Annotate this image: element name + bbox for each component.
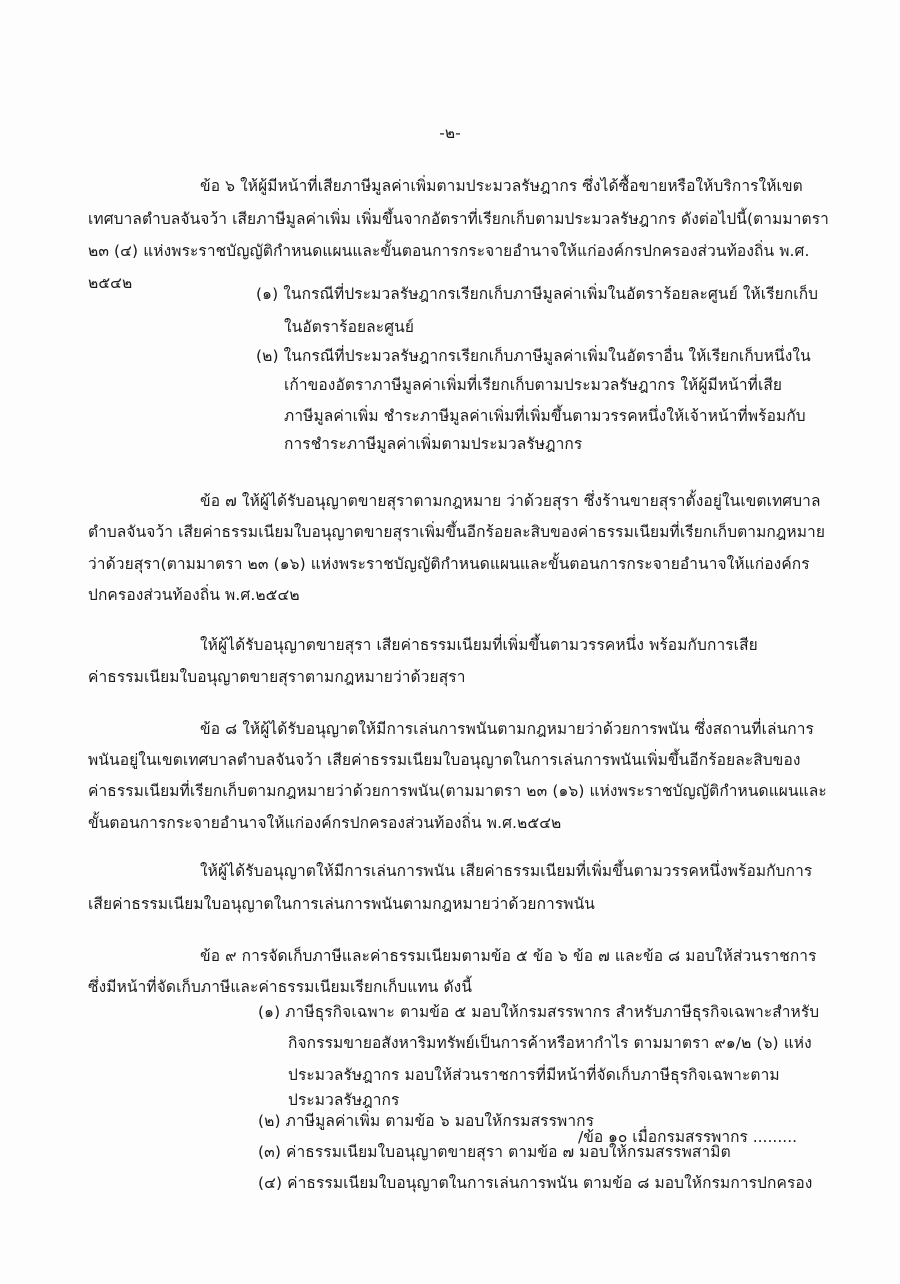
clause-9-line-1: ข้อ ๙ การจัดเก็บภาษีและค่าธรรมเนียมตามข้อ ๕ ข้อ ๖ ข้อ ๗ และข้อ ๘ มอบให้ส่วนราชการ — [200, 947, 817, 965]
clause-9-item-3: (๓) ค่าธรรมเนียมใบอนุญาตขายสุรา ตามข้อ ๗ มอบให้กรมสรรพสามิต — [258, 1143, 731, 1161]
clause-6-line-3: ๒๓ (๔) แห่งพระราชบัญญัติกำหนดแผนและขั้นตอนการกระจายอำนาจให้แก่องค์กรปกครองส่วนท้องถิ่น พ.ศ. — [88, 242, 810, 260]
clause-6-item-1: (๑) ในกรณีที่ประมวลรัษฎากรเรียกเก็บภาษีมูลค่าเพิ่มในอัตราร้อยละศูนย์ ให้เรียกเก็บ — [256, 285, 819, 303]
clause-9-item-1-cont-2: ประมวลรัษฎากร มอบให้ส่วนราชการที่มีหน้าที่จัดเก็บภาษีธุรกิจเฉพาะตาม — [288, 1066, 780, 1084]
clause-7-para-2-line-1: ให้ผู้ได้รับอนุญาตขายสุรา เสียค่าธรรมเนียมที่เพิ่มขึ้นตามวรรคหนึ่ง พร้อมกับการเสีย — [200, 636, 758, 654]
clause-6-item-2: (๒) ในกรณีที่ประมวลรัษฎากรเรียกเก็บภาษีมูลค่าเพิ่มในอัตราอื่น ให้เรียกเก็บหนึ่งใน — [256, 347, 811, 365]
clause-7-line-1: ข้อ ๗ ให้ผู้ได้รับอนุญาตขายสุราตามกฎหมาย ว่าด้วยสุรา ซึ่งร้านขายสุราตั้งอยู่ในเขตเทศบาล — [200, 492, 821, 510]
clause-6-line-1: ข้อ ๖ ให้ผู้มีหน้าที่เสียภาษีมูลค่าเพิ่มตามประมวลรัษฎากร ซึ่งได้ซื้อขายหรือให้บริการให้เขต — [200, 177, 803, 195]
clause-7-para-2-line-2: ค่าธรรมเนียมใบอนุญาตขายสุราตามกฎหมายว่าด้วยสุรา — [88, 668, 466, 686]
clause-6-item-2-cont-3: การชำระภาษีมูลค่าเพิ่มตามประมวลรัษฎากร — [284, 435, 583, 453]
clause-7-line-3: ว่าด้วยสุรา(ตามมาตรา ๒๓ (๑๖) แห่งพระราชบัญญัติกำหนดแผนและขั้นตอนการกระจายอำนาจให้แก่องค์กร — [88, 555, 810, 573]
clause-9-item-4: (๔) ค่าธรรมเนียมใบอนุญาตในการเล่นการพนัน ตามข้อ ๘ มอบให้กรมการปกครอง — [258, 1174, 813, 1192]
clause-6-line-4: ๒๕๔๒ — [88, 274, 133, 292]
clause-8-line-4: ขั้นตอนการกระจายอำนาจให้แก่องค์กรปกครองส่วนท้องถิ่น พ.ศ.๒๕๔๒ — [88, 814, 562, 832]
clause-7-line-4: ปกครองส่วนท้องถิ่น พ.ศ.๒๕๔๒ — [88, 586, 300, 604]
clause-6-item-1-cont: ในอัตราร้อยละศูนย์ — [284, 318, 415, 336]
clause-6-item-2-cont-2: ภาษีมูลค่าเพิ่ม ชำระภาษีมูลค่าเพิ่มที่เพิ่มขึ้นตามวรรคหนึ่งให้เจ้าหน้าที่พร้อมกับ — [284, 407, 806, 425]
clause-9-item-1: (๑) ภาษีธุรกิจเฉพาะ ตามข้อ ๕ มอบให้กรมสรรพากร สำหรับภาษีธุรกิจเฉพาะสำหรับ — [258, 1003, 820, 1021]
clause-6-line-2: เทศบาลตำบลจันจว้า เสียภาษีมูลค่าเพิ่ม เพิ่มขึ้นจากอัตราที่เรียกเก็บตามประมวลรัษฎากร ดังต่อไปนี้(ตามมาตรา — [88, 210, 829, 228]
continuation-reference: /ข้อ ๑๐ เมื่อกรมสรรพากร ......... — [578, 1128, 798, 1146]
clause-9-item-1-cont-3: ประมวลรัษฎากร — [288, 1091, 400, 1109]
clause-7-line-2: ตำบลจันจว้า เสียค่าธรรมเนียมใบอนุญาตขายสุราเพิ่มขึ้นอีกร้อยละสิบของค่าธรรมเนียมที่เรียกเก็บตามกฎหมาย — [88, 523, 826, 541]
clause-9-item-1-cont-1: กิจกรรมขายอสังหาริมทรัพย์เป็นการค้าหรือหากำไร ตามมาตรา ๙๑/๒ (๖) แห่ง — [288, 1034, 812, 1052]
clause-8-line-2: พนันอยู่ในเขตเทศบาลตำบลจันจว้า เสียค่าธรรมเนียมใบอนุญาตในการเล่นการพนันเพิ่มขึ้นอีกร้อยละสิบของ — [88, 751, 801, 769]
clause-8-line-3: ค่าธรรมเนียมที่เรียกเก็บตามกฎหมายว่าด้วยการพนัน(ตามมาตรา ๒๓ (๑๖) แห่งพระราชบัญญัติกำหนดแผนและ — [88, 782, 827, 800]
clause-6-item-2-cont-1: เก้าของอัตราภาษีมูลค่าเพิ่มที่เรียกเก็บตามประมวลรัษฎากร ให้ผู้มีหน้าที่เสีย — [284, 376, 783, 394]
page-number: -๒- — [439, 124, 461, 142]
clause-9-item-2: (๒) ภาษีมูลค่าเพิ่ม ตามข้อ ๖ มอบให้กรมสรรพากร — [258, 1112, 595, 1130]
clause-8-line-1: ข้อ ๘ ให้ผู้ได้รับอนุญาตให้มีการเล่นการพนันตามกฎหมายว่าด้วยการพนัน ซึ่งสถานที่เล่นการ — [200, 720, 814, 738]
clause-8-para-2-line-1: ให้ผู้ได้รับอนุญาตให้มีการเล่นการพนัน เสียค่าธรรมเนียมที่เพิ่มขึ้นตามวรรคหนึ่งพร้อมกับการ — [200, 862, 813, 880]
clause-8-para-2-line-2: เสียค่าธรรมเนียมใบอนุญาตในการเล่นการพนันตามกฎหมายว่าด้วยการพนัน — [88, 895, 595, 913]
clause-9-line-2: ซึ่งมีหน้าที่จัดเก็บภาษีและค่าธรรมเนียมเรียกเก็บแทน ดังนี้ — [88, 978, 473, 996]
